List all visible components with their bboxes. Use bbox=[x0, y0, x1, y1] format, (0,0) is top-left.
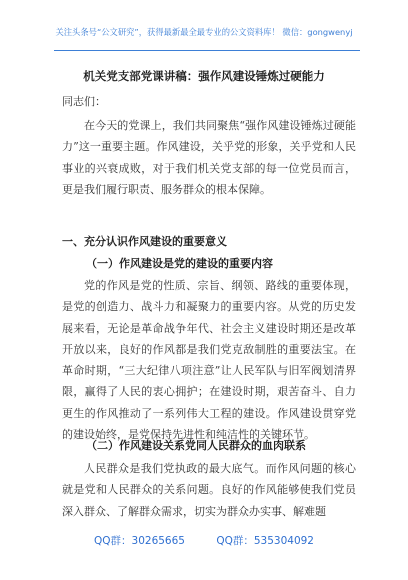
salutation: 同志们： bbox=[62, 95, 106, 108]
footer-qq-group-1: QQ群：30265665 bbox=[94, 535, 185, 547]
footer-qq-group-2: QQ群：535304092 bbox=[216, 535, 314, 547]
section-heading-1: 一、充分认识作风建设的重要意义 bbox=[62, 235, 227, 248]
subsection-2-text: 人民群众是我们党执政的最大底气。而作风问题的核心就是党和人民群众的关系问题。良好的作风能够使我们党员深入群众、了解群众需求，切实为群众办实事、解难题 bbox=[62, 462, 356, 518]
footer bbox=[0, 533, 408, 548]
subsection-paragraph-1 bbox=[62, 275, 356, 445]
subsection-1-text: 党的作风是党的性质、宗旨、纲领、路线的重要体现，是党的创造力、战斗力和凝聚力的重要内容。从党的历史发展来看，无论是革命战争年代、社会主义建设时期还是改革开放以来，良好的作风都是我们党克敌制胜的重要法宝。在革命时期，“三大纪律八项注意”让人民军队与旧军阀划清界限，赢得了人民的衷心拥护；在建设时期，艰苦奋斗、自力更生的作风推动了一系列伟大工程的建设。作风建设贯穿党的建设始终，是党保持先进性和纯洁性的关键环节。 bbox=[62, 279, 356, 442]
subsection-heading-1: （一）作风建设是党的建设的重要内容 bbox=[86, 257, 273, 270]
document-title: 机关党支部党课讲稿：强作风建设锤炼过硬能力 bbox=[83, 69, 325, 83]
subsection-heading-2: （二）作风建设关系党同人民群众的血肉联系 bbox=[86, 439, 306, 452]
intro-text: 在今天的党课上，我们共同聚焦“强作风建设锤炼过硬能力”这一重要主题。作风建设，关乎党的形象，关乎党和人民事业的兴衰成败，对于我们机关党支部的每一位党员而言，更是我们履行职责、服务群众的根本保障。 bbox=[62, 119, 356, 196]
subsection-paragraph-2 bbox=[62, 458, 356, 522]
intro-paragraph bbox=[62, 115, 356, 200]
header-banner: 关注头条号“公文研究”，获得最新最全最专业的公文资料库！ 微信：gongwenyj bbox=[55, 27, 353, 37]
header-divider bbox=[54, 50, 360, 51]
